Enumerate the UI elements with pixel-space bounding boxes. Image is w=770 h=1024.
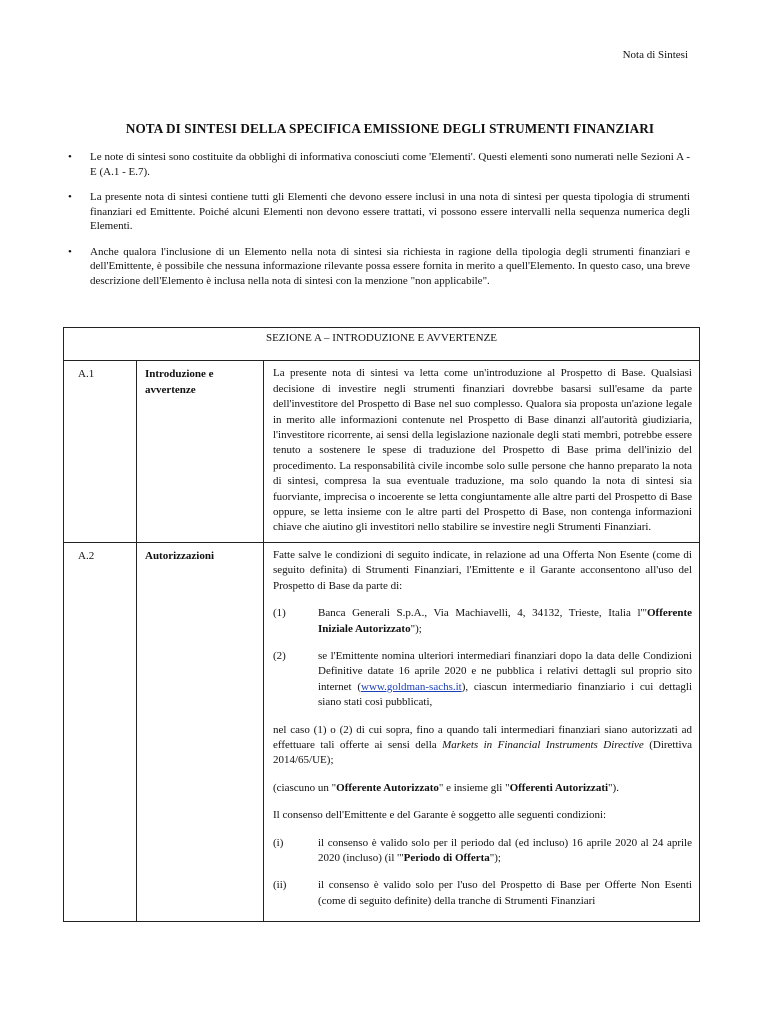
intro-bullet: • Anche qualora l'inclusione di un Elemento nella nota di sintesi sia richiesta in ragione della tipologia degli strumenti finanziari e dell'Emittente, è possibile che nessuna informazione rilevante possa essere fornita in merito a quell'Elemento. In questo caso, una breve descrizione dell'Elemento è inclusa nella nota di sintesi con la menzione "non applicabile". <box>62 245 690 289</box>
element-title: Introduzione e avvertenze <box>137 361 264 542</box>
element-body <box>264 542 700 921</box>
authorized-party-item: (2) se l'Emittente nomina ulteriori intermediari finanziari dopo la data delle Condizioni Definitive datate 16 aprile 2020 e ne pubblica i relativi dettagli sul proprio sito internet (www.goldman-sachs.it), ciascun intermediario finanziario i cui dettagli siano stati così pubblicati, <box>273 649 692 709</box>
element-title: Autorizzazioni <box>137 542 264 921</box>
consent-condition-item: (ii) il consenso è valido solo per l'uso del Prospetto di Base per Offerte Non Esenti (come di seguito definite) della tranche di Strumenti Finanziari <box>273 879 692 907</box>
document-title: NOTA DI SINTESI DELLA SPECIFICA EMISSIONE DEGLI STRUMENTI FINANZIARI <box>125 121 655 136</box>
table-row <box>64 361 700 542</box>
element-code: A.1 <box>64 361 137 542</box>
a2-case-text: nel caso (1) o (2) di cui sopra, fino a quando tali intermediari finanziari siano autorizzati ad effettuare tali offerte ai sensi della Markets in Financial Instruments Directive (Direttiva 2014/65/UE); <box>273 723 692 767</box>
a2-definition-text: (ciascuno un "Offerente Autorizzato" e insieme gli "Offerenti Autorizzati"). <box>273 781 619 794</box>
a1-text: La presente nota di sintesi va letta come un'introduzione al Prospetto di Base. Qualsiasi decisione di investire negli strumenti finanziari dovrebbe basarsi sull'esame da parte dell'investitore del Prospetto di Base nel suo complesso. Qualora sia proposta un'azione legale in merito alle informazioni contenute nel Prospetto di Base dinanzi all'autorità giudiziaria, l'investitore ricorrente, ai sensi della legislazione nazionale degli stati membri, potrebbe essere tenuto a sostenere le spese di traduzione del Prospetto di Base prima dell'inizio del procedimento. La responsabilità civile incombe solo sulle persone che hanno preparato la nota di sintesi, compresa la sua eventuale traduzione, ma solo quando la nota di sintesi sia fuorviante, imprecisa o incoerente se letta congiuntamente alle altre parti del Prospetto di Base oppure, se letta insieme con le altre parti del Prospetto di Base, non contenga informazioni chiave che aiutino gli investitori nello stabilire se investire negli Strumenti Finanziari. <box>273 367 692 534</box>
authorized-party-item: (1) Banca Generali S.p.A., Via Machiavelli, 4, 34132, Trieste, Italia l'"Offerente Iniziale Autorizzato"); <box>273 607 692 635</box>
section-a-table <box>63 327 700 922</box>
a2-intro: Fatte salve le condizioni di seguito indicate, in relazione ad una Offerta Non Esente (come di seguito definita) di Strumenti Finanziari, l'Emittente e il Garante acconsentono all'uso del Prospetto di Base da parte di: <box>273 548 692 592</box>
running-header: Nota di Sintesi <box>622 49 688 61</box>
element-code: A.2 <box>64 542 137 921</box>
consent-condition-item: (i) il consenso è valido solo per il periodo dal (ed incluso) 16 aprile 2020 al 24 aprile 2020 (incluso) (il '"Periodo di Offerta"); <box>273 836 692 864</box>
table-row <box>64 542 700 921</box>
a2-consent-intro: Il consenso dell'Emittente e del Garante è soggetto alle seguenti condizioni: <box>273 809 607 822</box>
issuer-website-link[interactable]: www.goldman-sachs.it <box>361 680 462 693</box>
intro-bullet: • La presente nota di sintesi contiene tutti gli Elementi che devono essere inclusi in una nota di sintesi per questa tipologia di strumenti finanziari ed Emittente. Poiché alcuni Elementi non devono essere trattati, vi possono essere intervalli nella sequenza numerica degli Elementi. <box>62 190 690 234</box>
element-body <box>264 361 700 542</box>
intro-bullet-list <box>62 150 690 299</box>
section-a-heading: SEZIONE A – INTRODUZIONE E AVVERTENZE <box>64 328 700 361</box>
intro-bullet: • Le note di sintesi sono costituite da obblighi di informativa conosciuti come 'Elementi'. Questi elementi sono numerati nelle Sezioni A - E (A.1 - E.7). <box>62 150 690 179</box>
